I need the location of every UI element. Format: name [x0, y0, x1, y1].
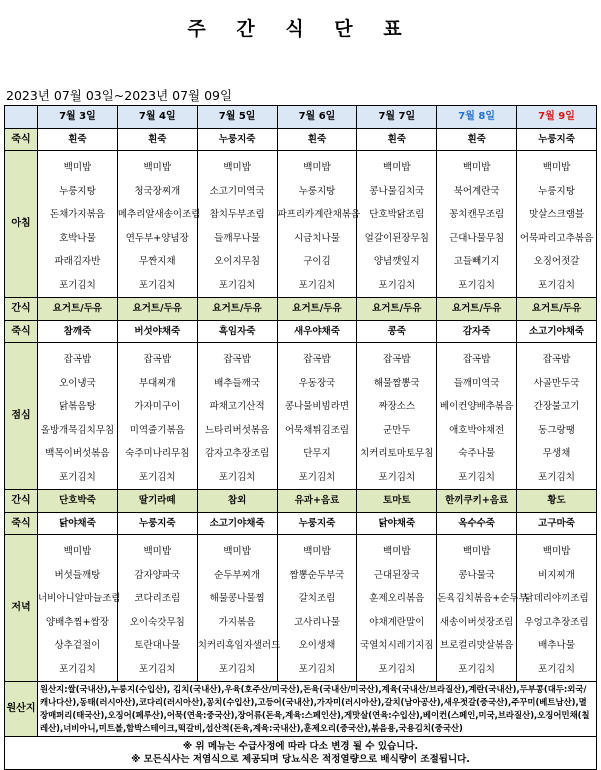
dish-item: 백미밥: [542, 546, 571, 557]
dish-item: 무짠지채: [138, 256, 176, 267]
dish-item: 양념깻잎지: [373, 256, 420, 267]
dish-item: 백미밥: [143, 546, 172, 557]
dish-item: 백미밥: [542, 162, 571, 173]
juk3-label: 죽식: [5, 513, 38, 535]
snack1-item: 요거트/두유: [38, 298, 118, 321]
row-snack2: [5, 490, 597, 513]
dish-item: 포기김치: [378, 279, 416, 291]
dish-item: 소고기미역국: [209, 185, 265, 197]
snack1-item: 요거트/두유: [197, 298, 277, 321]
dish-item: 군만두: [383, 424, 411, 436]
dish-item: 들깨무나물: [214, 232, 261, 244]
snack2-item: 한끼쿠키+음료: [437, 490, 517, 513]
juk2-item: 소고기야채죽: [517, 321, 597, 343]
dish-item: 맛살스크램블: [529, 209, 585, 220]
dish-item: 연두부+양념장: [125, 232, 189, 244]
dish-item: 간장불고기: [533, 401, 580, 412]
dish-item: 닭데리야끼조림: [524, 593, 589, 604]
dish-item: 해물콩나물찜: [209, 593, 265, 604]
dish-item: 포기김치: [138, 471, 176, 483]
dish-item: 단무지: [303, 448, 331, 459]
snack1-label: 간식: [5, 298, 38, 321]
day-header-row: [5, 106, 597, 129]
dish-item: 백미밥: [383, 162, 411, 173]
dish-item: 동그랑땡: [538, 424, 575, 436]
dish-item: 부대찌개: [138, 377, 176, 389]
dish-item: 순두부찌개: [214, 569, 261, 581]
dish-item: 돈육김치볶음+순두부: [437, 593, 528, 604]
dish-item: 잡곡밥: [383, 354, 411, 365]
dish-item: 근대된장국: [373, 569, 420, 581]
dish-item: 포기김치: [298, 471, 336, 483]
dinner-label: 저녁: [5, 535, 38, 682]
snack2-item: 황도: [517, 490, 597, 513]
dish-item: 미역줄기볶음: [129, 424, 185, 436]
juk2-item: 감자죽: [437, 321, 517, 343]
row-juk1: [5, 129, 597, 151]
dish-item: 포기김치: [298, 663, 336, 675]
snack1-item: 요거트/두유: [357, 298, 437, 321]
breakfast-day-cell: [197, 151, 277, 298]
dish-item: 백미밥: [63, 162, 92, 173]
dish-item: 얼갈이된장무침: [364, 232, 429, 244]
juk2-item: 새우야채죽: [277, 321, 357, 343]
dish-item: 감자고추장조림: [204, 448, 270, 459]
dish-item: 호박나물: [59, 232, 96, 244]
dish-item: 새송이버섯장조림: [439, 616, 514, 628]
breakfast-day-cell: [117, 151, 201, 298]
juk3-item: 누룽지죽: [117, 513, 197, 535]
dish-item: 버섯들깨탕: [54, 569, 101, 581]
juk3-item: 누룽지죽: [277, 513, 357, 535]
corner-cell: [5, 106, 38, 129]
juk1-item: 누룽지죽: [197, 129, 277, 151]
dish-item: 포기김치: [378, 663, 416, 675]
juk3-item: 옥수수죽: [437, 513, 517, 535]
dish-item: 백목이버섯볶음: [45, 448, 110, 459]
dish-item: 포기김치: [538, 471, 575, 483]
dish-item: 콩나물국: [458, 569, 495, 581]
dish-item: 백미밥: [63, 546, 92, 557]
note-line: ※ 모든식사는 저염식으로 제공되며 당뇨식은 적정열량으로 배식량이 조절됩니다.: [131, 754, 470, 765]
juk1-item: 흰죽: [277, 129, 357, 151]
dish-item: 포기김치: [218, 279, 256, 291]
dish-item: 고사리나물: [294, 616, 340, 628]
dish-item: 포기김치: [138, 663, 176, 675]
dish-item: 포기김치: [59, 471, 96, 483]
dish-item: 사골만두국: [533, 377, 580, 389]
row-origin: [5, 682, 597, 737]
row-dinner: [5, 535, 597, 682]
dish-item: 코다리조림: [134, 593, 181, 604]
dish-item: 애호박야채전: [449, 424, 505, 436]
dish-item: 포기김치: [218, 663, 256, 675]
dish-item: 치커리토마토무침: [360, 448, 434, 459]
dish-item: 고들빼기지: [453, 256, 500, 267]
dish-item: 파채고기산적: [209, 401, 265, 412]
dish-item: 백미밥: [303, 162, 331, 173]
juk2-label: 죽식: [5, 321, 38, 343]
dish-item: 배추나물: [538, 640, 575, 651]
day-header: 7월 3일: [38, 106, 118, 129]
dish-item: 포기김치: [138, 279, 176, 291]
dish-item: 구이김: [303, 256, 331, 267]
dish-item: 브로컬리맛살볶음: [439, 640, 514, 651]
row-juk3: [5, 513, 597, 535]
dish-item: 잡곡밥: [63, 354, 92, 365]
snack2-item: 유과+음료: [277, 490, 357, 513]
dish-item: 토란대나물: [134, 640, 181, 651]
juk3-item: 고구마죽: [517, 513, 597, 535]
dish-item: 백미밥: [223, 546, 251, 557]
dish-item: 훈제오리볶음: [369, 593, 425, 604]
dish-item: 숙주나물: [458, 448, 495, 459]
lunch-day-cell: [117, 343, 197, 490]
juk2-item: 버섯야채죽: [117, 321, 197, 343]
lunch-day-cell: [38, 343, 118, 490]
dish-item: 어묵파리고추볶음: [519, 232, 594, 244]
dish-item: 백미밥: [223, 162, 251, 173]
dish-item: 잡곡밥: [223, 354, 251, 365]
snack1-item: 요거트/두유: [277, 298, 357, 321]
breakfast-day-cell: [437, 151, 517, 298]
snack1-item: 요거트/두유: [437, 298, 517, 321]
dish-item: 오이지무침: [214, 256, 261, 267]
dish-item: 꽁치캔무조림: [449, 209, 505, 220]
dish-item: 배추들깨국: [214, 377, 261, 389]
dish-item: 짜장소스: [378, 401, 416, 412]
dish-item: 돈채가지볶음: [49, 209, 105, 220]
breakfast-day-cell: [517, 151, 597, 298]
dish-item: 국열치시레기지짐: [360, 640, 434, 651]
dish-item: 올방개묵김치무침: [40, 424, 115, 436]
dish-item: 포기김치: [538, 663, 575, 675]
dish-item: 닭볶음탕: [59, 401, 96, 412]
dish-item: 가지볶음: [218, 616, 256, 628]
dish-item: 상추겉절이: [54, 640, 101, 651]
row-lunch: [5, 343, 597, 490]
dinner-day-cell: [277, 535, 357, 682]
dish-item: 참치두부조림: [209, 209, 265, 220]
day-header-saturday: 7월 8일: [437, 106, 517, 129]
snack2-item: 단호박죽: [38, 490, 118, 513]
dish-item: 오이생채: [298, 640, 336, 651]
dish-item: 어묵채튀김조림: [284, 424, 350, 436]
dish-item: 느타리버섯볶음: [204, 424, 270, 436]
lunch-day-cell: [277, 343, 357, 490]
dish-item: 잡곡밥: [303, 354, 331, 365]
juk1-item: 흰죽: [437, 129, 517, 151]
dish-item: 포기김치: [218, 471, 256, 483]
day-header-sunday: 7월 9일: [517, 106, 597, 129]
dish-item: 들깨미역국: [453, 377, 500, 389]
snack2-item: 딸기라떼: [117, 490, 197, 513]
dish-item: 치커리흑임자샐러드: [197, 640, 281, 651]
snack1-item: 요거트/두유: [117, 298, 197, 321]
dish-item: 잡곡밥: [462, 354, 491, 365]
dish-item: 누룽지탕: [538, 185, 575, 197]
lunch-label: 점심: [5, 343, 38, 490]
breakfast-day-cell: [277, 151, 361, 298]
origin-text: 원산지:쌀(국내산),누룽지(수입산), 김치(국내산),우육(호주산/미국산),돈육(국내산/미국산),계육(국내산/브라질산),계란(국내산),두부콩(대두:외국/캐나다산),동태(러시아산),코다리(러시아산),꽁치(수입산),고등어(국내산),가자미(러시아산),갈치(남아공산),새우젓갈(중국산),주꾸미(베트남산),멸장매퍼리(태국산),오징어(페루산),어묵(연육:중국산),장어류(돈육,계육:스페인산),게맛살(연육:수입산),베이컨(스페인,미국,브라질산),오징어민채(칠레산),너비아니,미트볼,함박스테이크,떡갈비,섭산적(돈육,계육:국내산),훈제오리(중국산),볶음용,국용김치(중국산): [38, 682, 597, 737]
juk3-item: 소고기야채죽: [197, 513, 277, 535]
dish-item: 숙주미나리무침: [125, 448, 190, 459]
dish-item: 너비아니알마늘조림: [38, 593, 121, 604]
dish-item: 포기김치: [59, 279, 96, 291]
dish-item: 비지찌개: [538, 569, 575, 581]
row-snack1: [5, 298, 597, 321]
dish-item: 갈치조림: [298, 593, 336, 604]
dinner-day-cell: [437, 535, 528, 682]
snack2-label: 간식: [5, 490, 38, 513]
dish-item: 오이숙갓무침: [129, 616, 185, 628]
origin-label: 원산지: [5, 682, 38, 737]
juk3-item: 닭야채죽: [38, 513, 118, 535]
row-breakfast: [5, 151, 597, 298]
dish-item: 오이냉국: [59, 377, 96, 389]
dish-item: 야채계란말이: [369, 616, 425, 628]
dish-item: 누룽지탕: [59, 185, 96, 197]
dish-item: 백미밥: [462, 162, 491, 173]
dish-item: 북어계란국: [453, 185, 500, 197]
dish-item: 백미밥: [462, 546, 491, 557]
dinner-day-cell: [117, 535, 197, 682]
dish-item: 우엉고추장조림: [524, 616, 589, 628]
breakfast-day-cell: [357, 151, 437, 298]
juk1-item: 흰죽: [38, 129, 118, 151]
dish-item: 오징어젓갈: [533, 256, 580, 267]
breakfast-label: 아침: [5, 151, 38, 298]
dish-item: 잡곡밥: [542, 354, 571, 365]
day-header: 7월 7일: [357, 106, 437, 129]
dish-item: 누룽지탕: [298, 185, 336, 197]
note-line: ※ 위 메뉴는 수급사정에 따라 다소 변경 될 수 있습니다.: [182, 741, 419, 752]
lunch-day-cell: [437, 343, 517, 490]
dish-item: 무생채: [542, 448, 571, 459]
dish-item: 포기김치: [458, 279, 495, 291]
row-notes: [5, 737, 597, 770]
dish-item: 백미밥: [143, 162, 172, 173]
dish-item: 짬뽕순두부국: [289, 569, 345, 581]
period-range: 2023년 07월 03일~2023년 07월 09일: [6, 88, 233, 103]
dish-item: 우동장국: [298, 377, 336, 389]
dish-item: 파래김자반: [54, 256, 101, 267]
dish-item: 단호박닭조림: [369, 209, 425, 220]
lunch-day-cell: [517, 343, 597, 490]
dish-item: 포기김치: [298, 279, 336, 291]
dish-item: 베이컨양배추볶음: [439, 401, 514, 412]
day-header: 7월 5일: [197, 106, 277, 129]
dish-item: 백미밥: [383, 546, 411, 557]
snack2-item: 토마토: [357, 490, 437, 513]
lunch-day-cell: [357, 343, 437, 490]
dish-item: 양배추찜+쌈장: [45, 616, 109, 628]
juk3-item: 닭야채죽: [357, 513, 437, 535]
dish-item: 가자미구이: [134, 401, 181, 412]
dinner-day-cell: [38, 535, 121, 682]
dish-item: 포기김치: [458, 471, 495, 483]
snack2-item: 참외: [197, 490, 277, 513]
juk2-item: 참깨죽: [38, 321, 118, 343]
juk1-item: 누룽지죽: [517, 129, 597, 151]
dinner-day-cell: [517, 535, 597, 682]
dish-item: 포기김치: [378, 471, 416, 483]
dish-item: 잡곡밥: [143, 354, 172, 365]
dish-item: 감자양파국: [134, 569, 181, 581]
dish-item: 청국장찌개: [134, 185, 181, 197]
notes-cell: [5, 737, 597, 770]
dish-item: 콩나물김치국: [369, 185, 425, 197]
dish-item: 시금치나물: [294, 232, 340, 244]
dish-item: 해물짬뽕국: [373, 377, 420, 389]
dish-item: 콩나물비빔라면: [284, 401, 350, 412]
dish-item: 근대나물무침: [449, 232, 505, 244]
dish-item: 포기김치: [59, 663, 96, 675]
juk2-item: 흑임자죽: [197, 321, 277, 343]
breakfast-day-cell: [38, 151, 118, 298]
juk1-item: 흰죽: [357, 129, 437, 151]
juk2-item: 콩죽: [357, 321, 437, 343]
page-title: 주 간 식 단 표: [187, 18, 414, 40]
dish-item: 포기김치: [458, 663, 495, 675]
day-header: 7월 6일: [277, 106, 357, 129]
dish-item: 파프리카계란채볶음: [277, 209, 361, 220]
dish-item: 메추리알새송이조림: [117, 209, 201, 220]
lunch-day-cell: [197, 343, 277, 490]
row-juk2: [5, 321, 597, 343]
dinner-day-cell: [197, 535, 281, 682]
juk1-item: 흰죽: [117, 129, 197, 151]
dinner-day-cell: [357, 535, 437, 682]
snack1-item: 요거트/두유: [517, 298, 597, 321]
dish-item: 백미밥: [303, 546, 331, 557]
menu-table: [4, 105, 597, 770]
dish-item: 포기김치: [538, 279, 575, 291]
juk1-label: 죽식: [5, 129, 38, 151]
day-header: 7월 4일: [117, 106, 197, 129]
